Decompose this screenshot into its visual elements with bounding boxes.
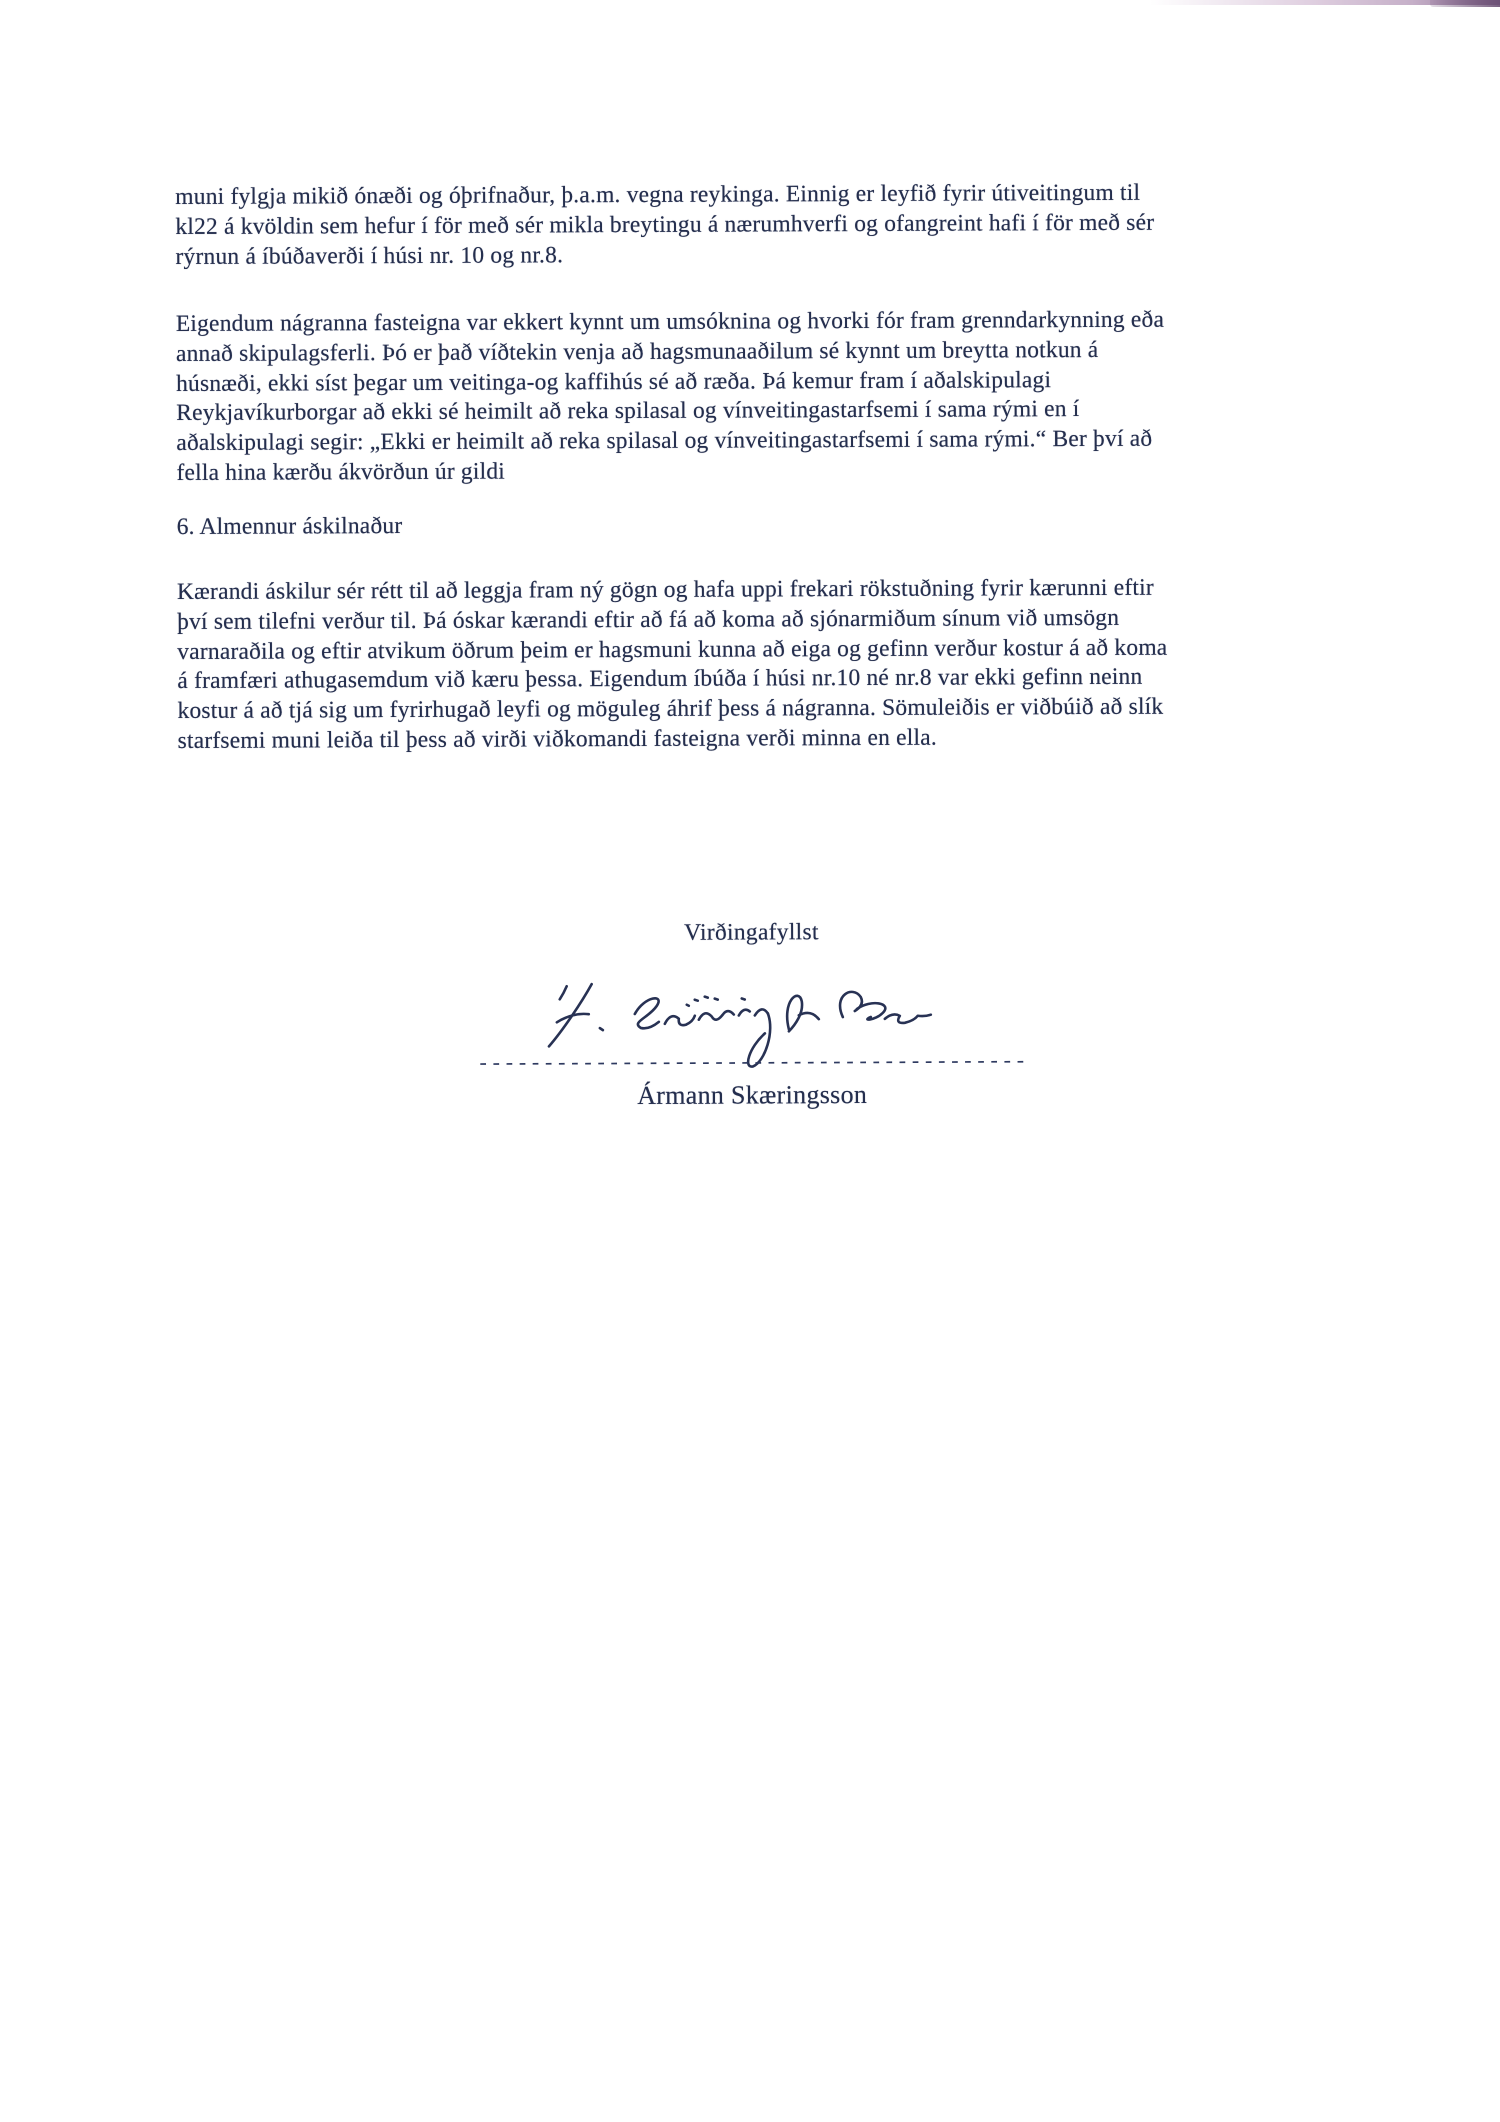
- closing-salutation: Virðingafyllst: [684, 919, 819, 946]
- body-paragraph-3: Kærandi áskilur sér rétt til að leggja fram ný gögn og hafa uppi frekari rökstuðning fyrir kærunni eftir því sem tilefni verður til. Þá óskar kærandi eftir að fá að koma að sjónarmiðum sínum við umsögn varnaraðila og eftir atvikum öðrum þeim er hagsmuni kunna að eiga og gefinn verður kostur á að koma á framfæri athugasemdum við kæru þessa. Eigendum íbúða í húsi nr.10 né nr.8 var ekki gefinn neinn kostur á að tjá sig um fyrirhugað leyfi og möguleg áhrif þess á nágranna. Sömuleiðis er viðbúið að slík starfsemi muni leiða til þess að virði viðkomandi fasteigna verði minna en ella.: [176, 574, 1168, 754]
- section-heading: 6. Almennur áskilnaður: [176, 512, 403, 540]
- signatory-name: Ármann Skæringsson: [637, 1079, 868, 1110]
- body-paragraph-2: Eigendum nágranna fasteigna var ekkert kynnt um umsóknina og hvorki fór fram grenndarkynning eða annað skipulagsferli. Þó er það víðtekin venja að hagsmunaaðilum sé kynnt um breytta notkun á húsnæði, ekki síst þegar um veitinga-og kaffihús sé að ræða. Þá kemur fram í aðalskipulagi Reykjavíkurborgar að ekki sé heimilt að reka spilasal og vínveitingastarfsemi í sama rými en í aðalskipulagi segir: „Ekki er heimilt að reka spilasal og vínveitingastarfsemi í sama rými.“ Ber því að fella hina kærðu ákvörðun úr gildi: [175, 306, 1165, 486]
- body-paragraph-1: muni fylgja mikið ónæði og óþrifnaður, þ.a.m. vegna reykinga. Einnig er leyfið fyrir útiveitingum til kl22 á kvöldin sem hefur í för með sér mikla breytingu á nærumhverfi og ofangreint hafi í för með sér rýrnun á íbúðaverði í húsi nr. 10 og nr.8.: [175, 179, 1155, 270]
- signature-dashed-line: ------------------------------------------: [476, 1051, 1028, 1077]
